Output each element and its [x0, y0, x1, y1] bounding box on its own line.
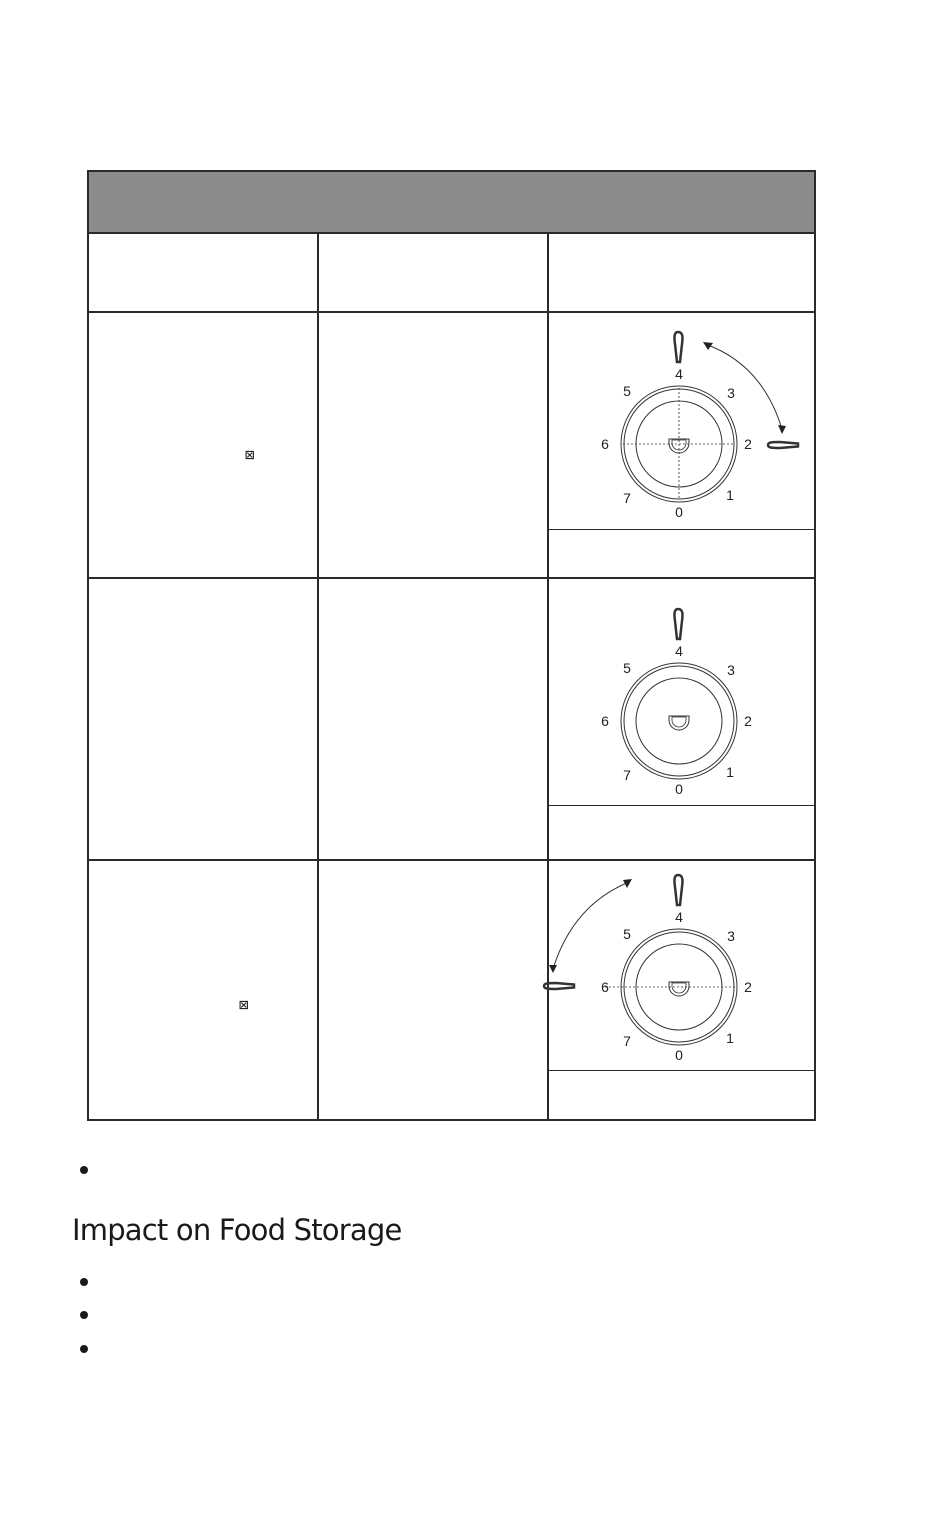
row-divider — [89, 577, 814, 579]
dial-number: 4 — [675, 643, 683, 659]
dial-number: 5 — [623, 383, 631, 399]
dial-number: 0 — [675, 781, 683, 797]
dial-number: 7 — [623, 1033, 631, 1049]
dial-number: 2 — [744, 713, 752, 729]
thermostat-dial-max — [592, 322, 812, 522]
thermostat-dial-normal — [592, 599, 812, 799]
dial-number: 7 — [623, 490, 631, 506]
list-bullet — [80, 1166, 88, 1174]
settings-table — [87, 170, 816, 1121]
dial-number: 3 — [727, 385, 735, 401]
note-symbol: ⊠ — [239, 995, 249, 1014]
dial-number: 4 — [675, 366, 683, 382]
table-header-bar — [89, 172, 814, 234]
row-divider — [89, 859, 814, 861]
list-bullet — [80, 1278, 88, 1286]
dial-number: 1 — [726, 487, 734, 503]
caption-divider — [549, 529, 814, 530]
dial-number: 2 — [744, 979, 752, 995]
dial-number: 1 — [726, 1030, 734, 1046]
dial-number: 6 — [601, 436, 609, 452]
dial-number: 1 — [726, 764, 734, 780]
dial-number: 5 — [623, 926, 631, 942]
list-bullet — [80, 1311, 88, 1319]
dial-number: 4 — [675, 909, 683, 925]
dial-number: 5 — [623, 660, 631, 676]
dial-number: 0 — [675, 504, 683, 520]
dial-number: 2 — [744, 436, 752, 452]
column-divider — [317, 232, 319, 1119]
dial-number: 6 — [601, 979, 609, 995]
list-bullet — [80, 1345, 88, 1353]
caption-divider — [549, 805, 814, 806]
dial-number: 3 — [727, 928, 735, 944]
dial-number: 3 — [727, 662, 735, 678]
row-divider — [89, 311, 814, 313]
thermostat-dial-min — [537, 865, 812, 1070]
note-symbol: ⊠ — [245, 445, 255, 464]
dial-number: 6 — [601, 713, 609, 729]
section-heading: Impact on Food Storage — [72, 1213, 402, 1247]
dial-number: 7 — [623, 767, 631, 783]
caption-divider — [549, 1070, 814, 1071]
dial-number: 0 — [675, 1047, 683, 1063]
